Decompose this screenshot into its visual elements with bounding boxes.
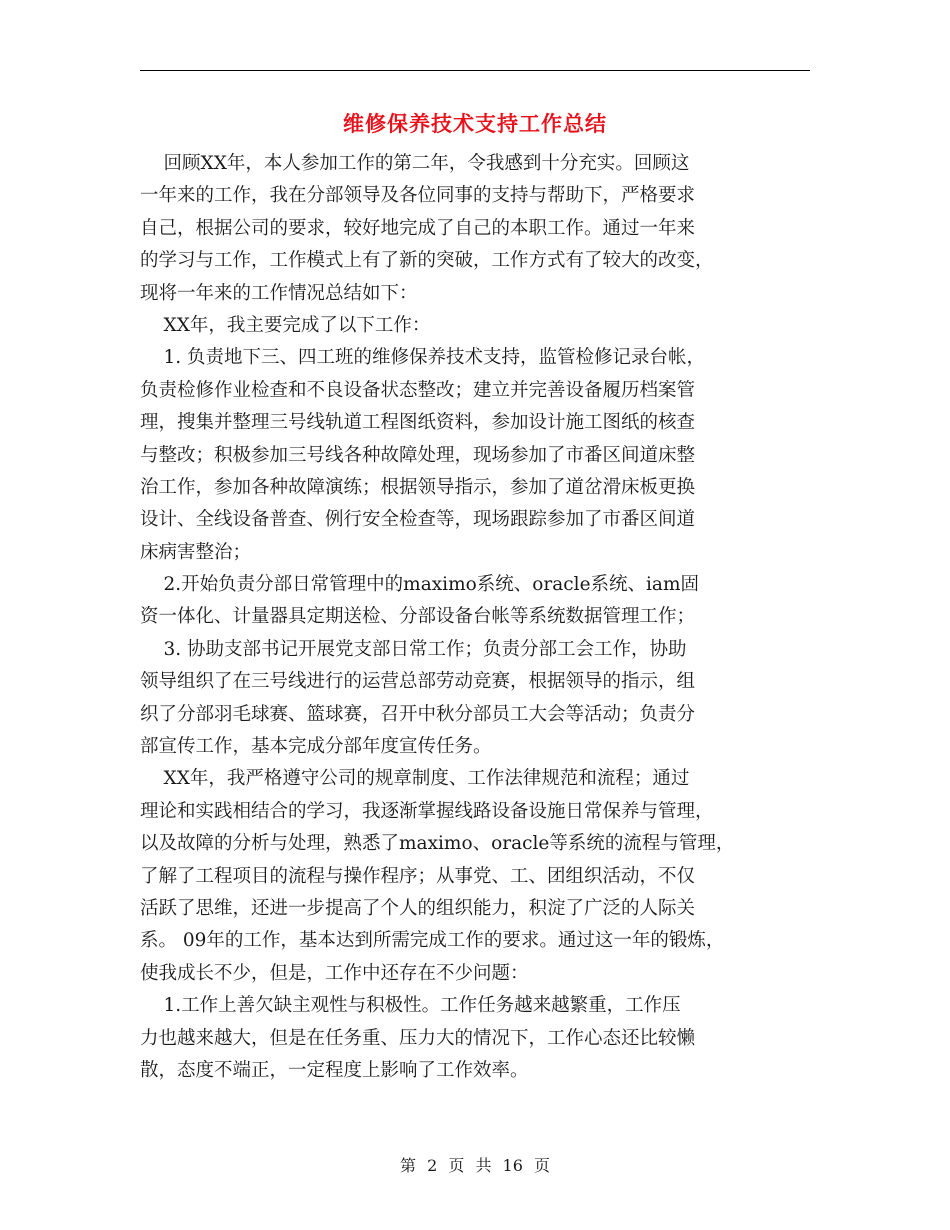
text-line: 设计、全线设备普查、例行安全检查等，现场跟踪参加了市番区间道 [140,509,696,531]
text-line: 2.开始负责分部日常管理中的maximo系统、oracle系统、iam固 [140,574,700,596]
document-body [140,148,820,1087]
text-line: 以及故障的分析与处理，熟悉了maximo、oracle等系统的流程与管理， [140,833,735,855]
text-line: 现将一年来的工作情况总结如下： [140,282,418,304]
text-line: 系。 09年的工作，基本达到所需完成工作的要求。通过这一年的锻炼， [140,930,725,952]
text-line: 散，态度不端正，一定程度上影响了工作效率。 [140,1059,529,1081]
text-line: XX年，我严格遵守公司的规章制度、工作法律规范和流程；通过 [140,768,690,790]
text-line: 的学习与工作，工作模式上有了新的突破，工作方式有了较大的改变， [140,250,714,272]
text-line: 负责检修作业检查和不良设备状态整改；建立并完善设备履历档案管 [140,379,696,401]
text-line: 理，搜集并整理三号线轨道工程图纸资料，参加设计施工图纸的核查 [140,412,696,434]
text-line: 活跃了思维，还进一步提高了个人的组织能力，积淀了广泛的人际关 [140,897,696,919]
text-line: 一年来的工作，我在分部领导及各位同事的支持与帮助下，严格要求 [140,185,696,207]
text-line: 回顾XX年，本人参加工作的第二年，令我感到十分充实。回顾这 [140,153,690,174]
text-line: 了解了工程项目的流程与操作程序；从事党、工、团组织活动，不仅 [140,865,696,887]
page-footer: 第 2 页 共 16 页 [400,1156,550,1175]
text-line: 1. 负责地下三、四工班的维修保养技术支持，监管检修记录台帐， [140,347,706,369]
text-line: 织了分部羽毛球赛、篮球赛，召开中秋分部员工大会等活动；负责分 [140,703,696,725]
text-line: 理论和实践相结合的学习，我逐渐掌握线路设备设施日常保养与管理， [140,800,714,822]
text-line: 领导组织了在三号线进行的运营总部劳动竞赛，根据领导的指示，组 [140,671,696,693]
header-rule [140,70,810,71]
text-line: 床病害整治； [140,541,252,563]
text-line: 使我成长不少，但是，工作中还存在不少问题： [140,962,529,984]
text-line: 部宣传工作，基本完成分部年度宣传任务。 [140,736,492,758]
text-line: 1.工作上善欠缺主观性与积极性。工作任务越来越繁重，工作压 [140,995,681,1017]
text-line: 治工作，参加各种故障演练；根据领导指示，参加了道岔滑床板更换 [140,476,696,498]
text-line: 力也越来越大，但是在任务重、压力大的情况下，工作心态还比较懒 [140,1027,696,1049]
text-line: 资一体化、计量器具定期送检、分部设备台帐等系统数据管理工作； [140,606,696,628]
text-line: 3. 协助支部书记开展党支部日常工作；负责分部工会工作，协助 [140,638,687,660]
text-line: 与整改；积极参加三号线各种故障处理，现场参加了市番区间道床整 [140,444,696,466]
document-title: 维修保养技术支持工作总结 [343,111,607,136]
text-line: 自己，根据公司的要求，较好地完成了自己的本职工作。通过一年来 [140,217,696,239]
text-line: XX年，我主要完成了以下工作： [140,314,431,336]
